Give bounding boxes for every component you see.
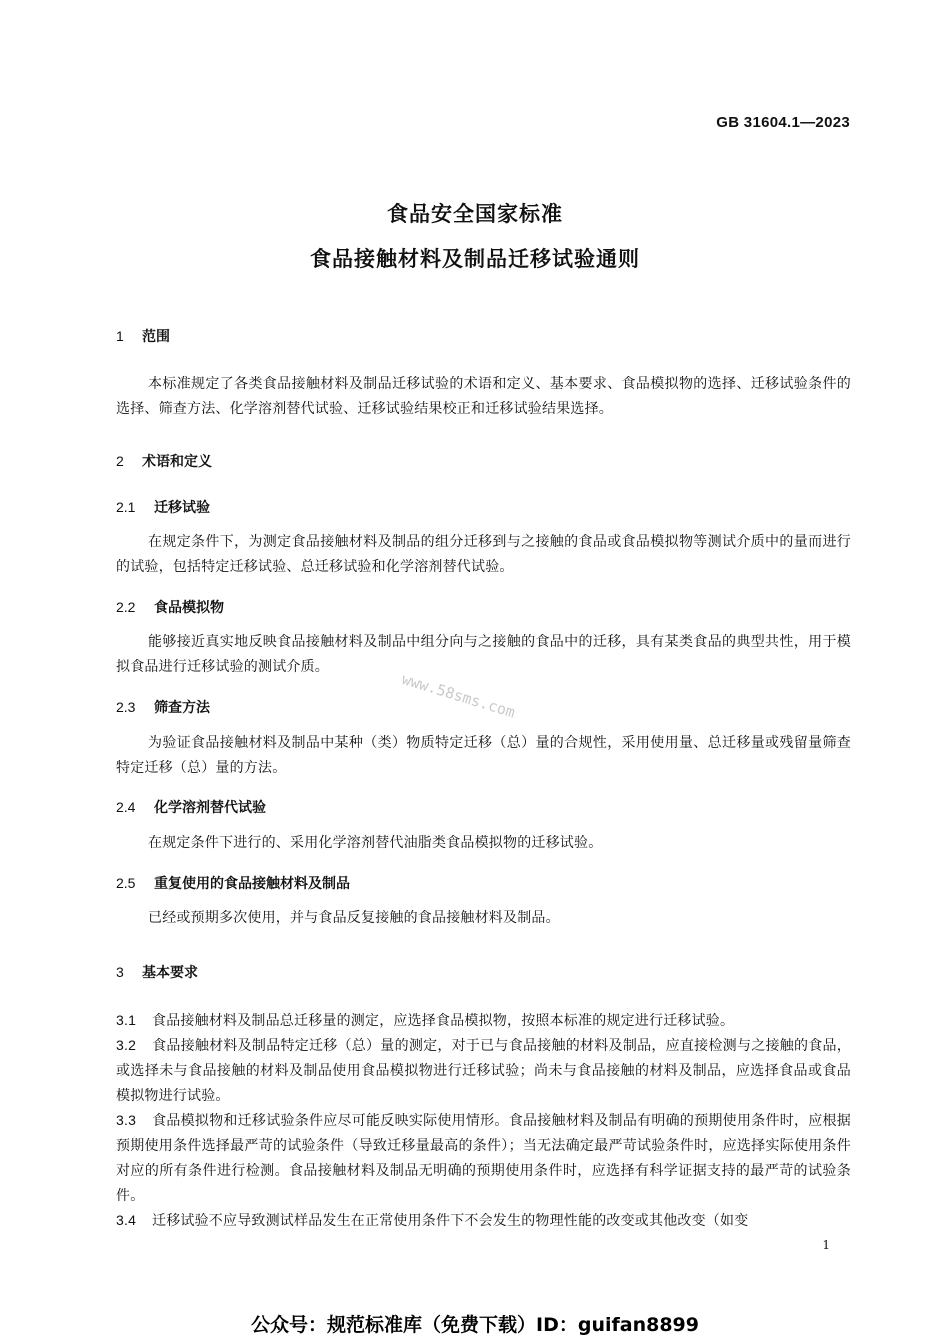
- clause-number: 3.3: [116, 1112, 137, 1128]
- section-2-4-heading: [116, 797, 266, 817]
- page-number: 1: [822, 1238, 830, 1252]
- section-1-heading: [116, 326, 170, 346]
- standard-code: GB 31604.1—2023: [716, 114, 850, 131]
- clause-number: 3.4: [116, 1212, 137, 1228]
- section-title: 术语和定义: [142, 454, 212, 470]
- section-2-3-text: 为验证食品接触材料及制品中某种（类）物质特定迁移（总）量的合规性，采用使用量、总迁移量或残留量筛查特定迁移（总）量的方法。: [116, 735, 851, 776]
- section-3-heading: [116, 962, 198, 982]
- section-number: 2: [116, 453, 124, 469]
- section-number: 1: [116, 328, 124, 344]
- section-2-5-text: 已经或预期多次使用，并与食品反复接触的食品接触材料及制品。: [148, 910, 560, 926]
- clause-number: 3.1: [116, 1012, 137, 1028]
- watermark-text: www.58sms.com: [399, 670, 518, 722]
- clause-number: 3.2: [116, 1037, 137, 1053]
- section-title: 化学溶剂替代试验: [154, 800, 266, 816]
- clause-text: 食品接触材料及制品总迁移量的测定，应选择食品模拟物，按照本标准的规定进行迁移试验。: [152, 1013, 735, 1029]
- title-line-2: 食品接触材料及制品迁移试验通则: [310, 247, 640, 271]
- section-title: 范围: [142, 329, 170, 345]
- clause-3-2: [116, 1033, 851, 1109]
- section-number: 2.4: [116, 799, 136, 815]
- clause-text: 食品接触材料及制品特定迁移（总）量的测定，对于已与食品接触的材料及制品，应直接检测与之接触的食品，或选择未与食品接触的材料及制品使用食品模拟物进行迁移试验；尚未与食品接触的材料及制品，应选择食品或食品模拟物进行试验。: [116, 1038, 851, 1104]
- section-1-text: 本标准规定了各类食品接触材料及制品迁移试验的术语和定义、基本要求、食品模拟物的选择、迁移试验条件的选择、筛查方法、化学溶剂替代试验、迁移试验结果校正和迁移试验结果选择。: [116, 376, 851, 417]
- title-line-1: 食品安全国家标准: [387, 202, 563, 226]
- section-number: 2.1: [116, 499, 136, 515]
- section-title: 食品模拟物: [154, 600, 224, 616]
- section-2-heading: [116, 451, 212, 471]
- section-2-2-text: 能够接近真实地反映食品接触材料及制品中组分向与之接触的食品中的迁移，具有某类食品的典型共性，用于模拟食品进行迁移试验的测试介质。: [116, 634, 851, 675]
- section-number: 2.3: [116, 699, 136, 715]
- section-number: 3: [116, 964, 124, 980]
- section-2-5-heading: [116, 873, 350, 893]
- clause-3-4: [116, 1208, 851, 1234]
- section-number: 2.5: [116, 875, 136, 891]
- clause-3-3: [116, 1108, 851, 1209]
- section-2-4-text: 在规定条件下进行的、采用化学溶剂替代油脂类食品模拟物的迁移试验。: [148, 835, 603, 851]
- clause-text: 食品模拟物和迁移试验条件应尽可能反映实际使用情形。食品接触材料及制品有明确的预期使用条件时，应根据预期使用条件选择最严苛的试验条件（导致迁移量最高的条件）；当无法确定最严苛试验条件时，应选择实际使用条件对应的所有条件进行检测。食品接触材料及制品无明确的预期使用条件时，应选择有科学证据支持的最严苛的试验条件。: [116, 1113, 851, 1204]
- section-title: 重复使用的食品接触材料及制品: [154, 876, 350, 892]
- section-2-1-heading: [116, 497, 210, 517]
- clause-text: 迁移试验不应导致测试样品发生在正常使用条件下不会发生的物理性能的改变或其他改变（如变: [152, 1213, 749, 1229]
- clause-3-1: [116, 1008, 851, 1034]
- footer-banner: 公众号：规范标准库（免费下载）ID：guifan8899: [251, 1314, 699, 1336]
- section-number: 2.2: [116, 599, 136, 615]
- section-title: 迁移试验: [154, 500, 210, 516]
- section-2-2-heading: [116, 597, 224, 617]
- section-title: 筛查方法: [154, 700, 210, 716]
- section-2-3-heading: [116, 697, 210, 717]
- section-2-1-text: 在规定条件下，为测定食品接触材料及制品的组分迁移到与之接触的食品或食品模拟物等测试介质中的量而进行的试验，包括特定迁移试验、总迁移试验和化学溶剂替代试验。: [116, 534, 851, 575]
- section-title: 基本要求: [142, 965, 198, 981]
